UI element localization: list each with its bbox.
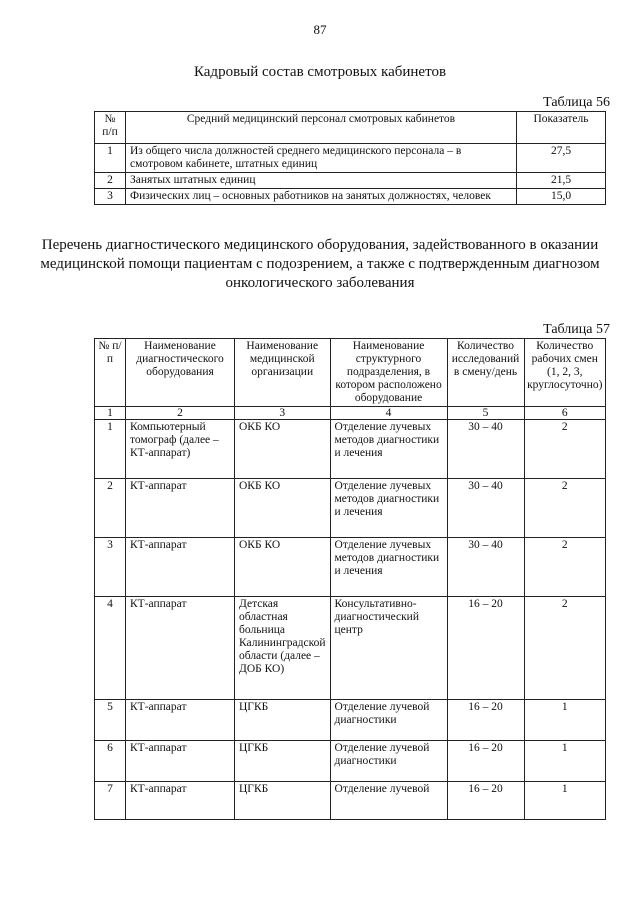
table-row <box>95 420 606 479</box>
table-row <box>95 782 606 820</box>
header-indicator: Показатель <box>517 112 606 144</box>
row-value: 27,5 <box>517 144 606 173</box>
row-num: 4 <box>95 597 126 700</box>
row-shifts: 2 <box>524 597 605 700</box>
row-num: 6 <box>95 741 126 782</box>
row-shifts: 1 <box>524 741 605 782</box>
row-num: 2 <box>95 173 126 189</box>
column-index: 6 <box>524 407 605 420</box>
row-count: 16 – 20 <box>447 741 524 782</box>
row-num: 1 <box>95 420 126 479</box>
row-count: 30 – 40 <box>447 420 524 479</box>
table-header-row <box>95 339 606 407</box>
row-department: Отделение лучевых методов диагностики и лечения <box>330 479 447 538</box>
row-organization: ОКБ КО <box>235 538 331 597</box>
row-count: 16 – 20 <box>447 700 524 741</box>
table-row <box>95 700 606 741</box>
row-num: 3 <box>95 189 126 205</box>
row-equipment: КТ-аппарат <box>126 479 235 538</box>
row-text: Из общего числа должностей среднего медицинского персонала – в смотровом кабинете, штатных единиц <box>126 144 517 173</box>
table-row <box>95 538 606 597</box>
row-count: 16 – 20 <box>447 597 524 700</box>
header-department: Наименование структурного подразделения, в котором расположено оборудование <box>330 339 447 407</box>
row-organization: ЦГКБ <box>235 700 331 741</box>
row-department: Отделение лучевых методов диагностики и лечения <box>330 420 447 479</box>
row-equipment: КТ-аппарат <box>126 741 235 782</box>
row-equipment: КТ-аппарат <box>126 700 235 741</box>
row-value: 21,5 <box>517 173 606 189</box>
row-organization: ЦГКБ <box>235 782 331 820</box>
row-shifts: 1 <box>524 700 605 741</box>
header-shifts: Количество рабочих смен (1, 2, 3, круглосуточно) <box>524 339 605 407</box>
row-department: Отделение лучевой диагностики <box>330 741 447 782</box>
row-value: 15,0 <box>517 189 606 205</box>
table-row <box>95 144 606 173</box>
section-title-staff: Кадровый состав смотровых кабинетов <box>193 64 447 80</box>
row-shifts: 2 <box>524 479 605 538</box>
row-shifts: 1 <box>524 782 605 820</box>
row-shifts: 2 <box>524 538 605 597</box>
table-row <box>95 189 606 205</box>
header-organization: Наименование медицинской организации <box>235 339 331 407</box>
row-text: Физических лиц – основных работников на занятых должностях, человек <box>126 189 517 205</box>
row-num: 5 <box>95 700 126 741</box>
table-header-row <box>95 112 606 144</box>
table-row <box>95 597 606 700</box>
section-title-equipment: Перечень диагностического медицинского оборудования, задействованного в оказании медицинской помощи пациентам с подозрением, а также с подтвержденным диагнозом онкологического заболевания <box>40 237 600 291</box>
column-index: 3 <box>235 407 331 420</box>
table-56-caption: Таблица 56 <box>543 95 610 110</box>
row-organization: ОКБ КО <box>235 479 331 538</box>
column-index: 4 <box>330 407 447 420</box>
row-num: 1 <box>95 144 126 173</box>
staff-table <box>94 111 606 205</box>
row-department: Консультативно-диагностический центр <box>330 597 447 700</box>
row-equipment: КТ-аппарат <box>126 782 235 820</box>
table-row <box>95 173 606 189</box>
row-equipment: КТ-аппарат <box>126 597 235 700</box>
row-count: 16 – 20 <box>447 782 524 820</box>
row-equipment: Компьютерный томограф (далее – КТ-аппарат) <box>126 420 235 479</box>
header-count: Количество исследований в смену/день <box>447 339 524 407</box>
header-num: № п/п <box>95 339 126 407</box>
page-number: 87 <box>313 22 327 37</box>
row-count: 30 – 40 <box>447 538 524 597</box>
row-department: Отделение лучевых методов диагностики и лечения <box>330 538 447 597</box>
header-num: № п/п <box>95 112 126 144</box>
column-index-row <box>95 407 606 420</box>
header-equipment: Наименование диагностического оборудования <box>126 339 235 407</box>
row-shifts: 2 <box>524 420 605 479</box>
row-organization: ОКБ КО <box>235 420 331 479</box>
row-department: Отделение лучевой <box>330 782 447 820</box>
row-organization: Детская областная больница Калининградской области (далее – ДОБ КО) <box>235 597 331 700</box>
row-department: Отделение лучевой диагностики <box>330 700 447 741</box>
row-num: 7 <box>95 782 126 820</box>
header-personnel: Средний медицинский персонал смотровых кабинетов <box>126 112 517 144</box>
row-num: 3 <box>95 538 126 597</box>
row-equipment: КТ-аппарат <box>126 538 235 597</box>
equipment-table <box>94 338 606 820</box>
column-index: 1 <box>95 407 126 420</box>
row-count: 30 – 40 <box>447 479 524 538</box>
table-57-caption: Таблица 57 <box>543 322 610 337</box>
row-num: 2 <box>95 479 126 538</box>
column-index: 2 <box>126 407 235 420</box>
table-row <box>95 479 606 538</box>
column-index: 5 <box>447 407 524 420</box>
row-text: Занятых штатных единиц <box>126 173 517 189</box>
table-row <box>95 741 606 782</box>
row-organization: ЦГКБ <box>235 741 331 782</box>
